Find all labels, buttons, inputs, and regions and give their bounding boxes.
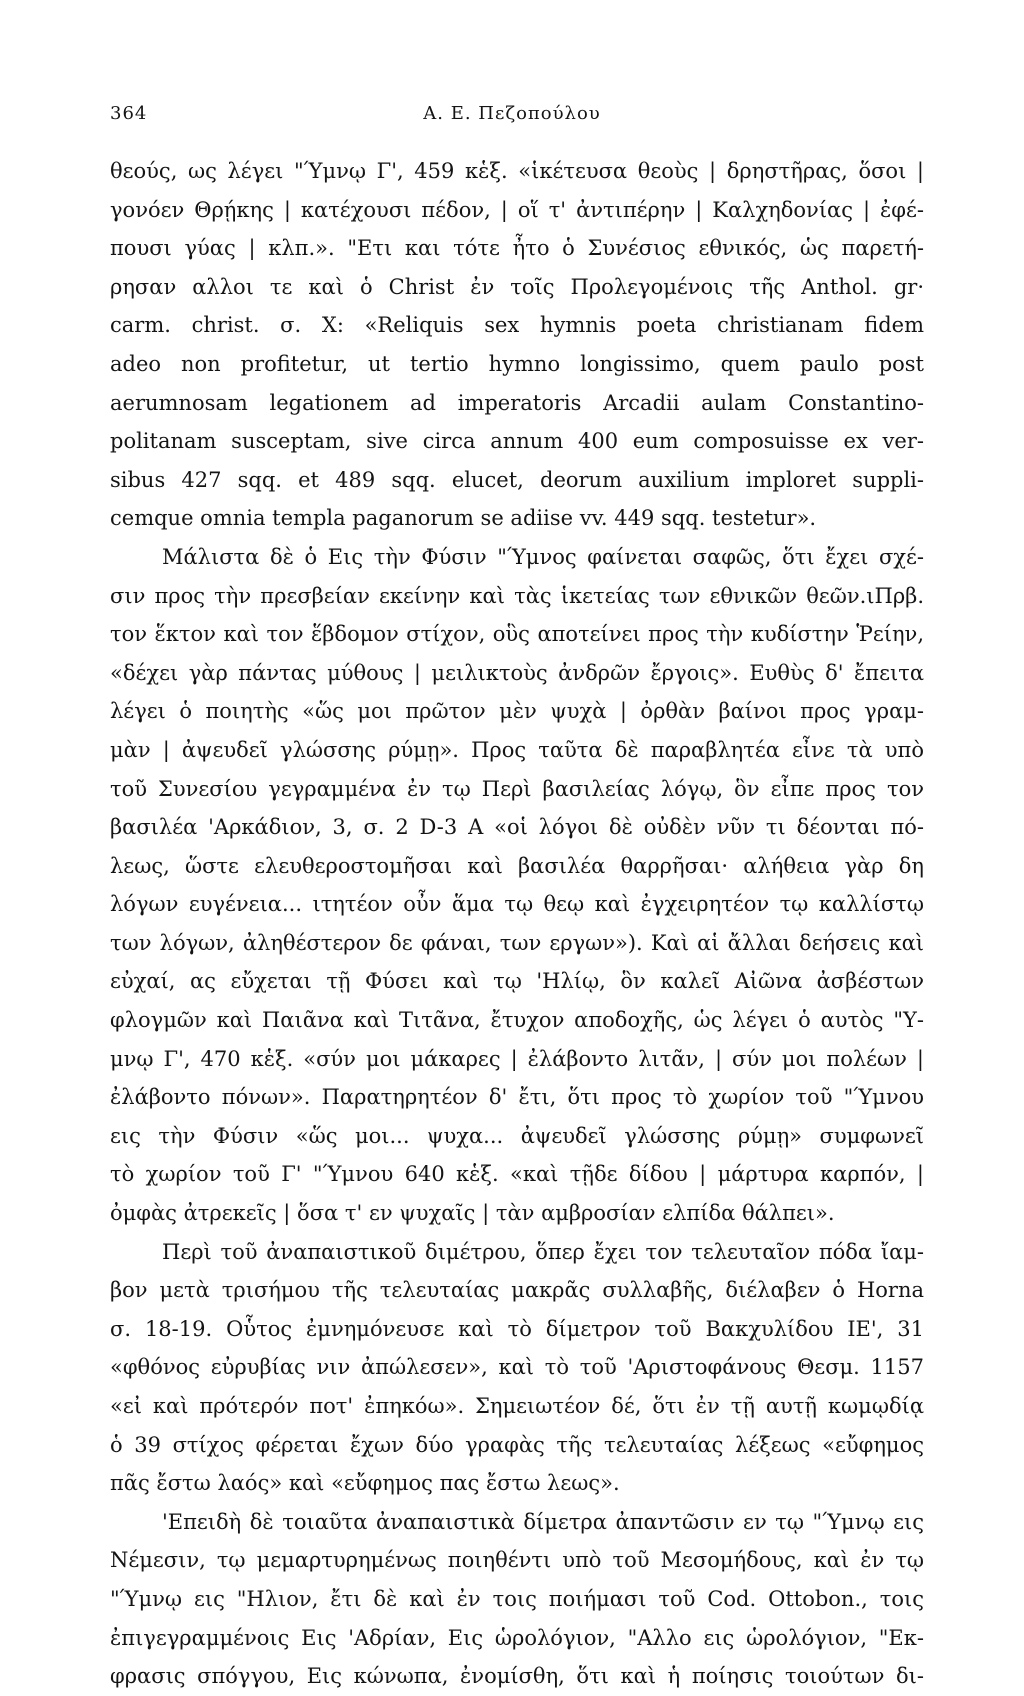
text-line: ὀμφὰς ἀτρεκεῖς | ὅσα τ' εν ψυχαῖς | τὰν αμβροσίαν ελπίδα θάλπει». xyxy=(110,1201,835,1226)
text-line: "Ύμνῳ εις "Ηλιον, ἔτι δὲ καὶ ἐν τοις ποιήμασι τοῦ Cod. Ottobon., τοις xyxy=(110,1586,924,1611)
text-line: adeo non profitetur, ut tertio hymno longissimo, quem paulo post xyxy=(110,351,924,376)
page-header xyxy=(110,103,914,133)
running-head: Α. Ε. Πεζοπούλου xyxy=(423,103,601,124)
text-line: λέγει ὁ ποιητὴς «ὥς μοι πρῶτον μὲν ψυχὰ | ὀρθὰν βαίνοι προς γραμ- xyxy=(110,699,924,724)
text-line: γονόεν Θρῄκης | κατέχουσι πέδον, | οἵ τ' ἀντιπέρην | Καλχηδονίας | ἐφέ- xyxy=(110,197,924,222)
text-line: «δέχει γὰρ πάντας μύθους | μειλικτοὺς ἀνδρῶν ἔργοις». Ευθὺς δ' ἔπειτα xyxy=(110,660,924,685)
text-line: ἐλάβοντο πόνων». Παρατηρητέον δ' ἔτι, ὅτι προς τὸ χωρίον τοῦ "Ύμνου xyxy=(110,1085,924,1110)
text-line: βασιλέα 'Αρκάδιον, 3, σ. 2 D-3 A «οἱ λόγοι δὲ οὐδὲν νῦν τι δέονται πό- xyxy=(110,815,924,840)
text-line: σ. 18-19. Οὗτος ἐμνημόνευσε καὶ τὸ δίμετρον τοῦ Βακχυλίδου ΙΕ', 31 xyxy=(110,1316,924,1341)
text-line: μνῳ Γ', 470 κἑξ. «σύν μοι μάκαρες | ἐλάβοντο λιτᾶν, | σύν μοι πολέων | xyxy=(110,1046,924,1071)
text-line: πουσι γύας | κλπ.». "Ετι και τότε ἦτο ὁ Συνέσιος εθνικός, ὡς παρετή- xyxy=(110,236,924,261)
text-line: των λόγων, ἀληθέστερον δε φάναι, των εργων»). Καὶ αἱ ἄλλαι δεήσεις καὶ xyxy=(110,930,924,955)
body-text xyxy=(110,152,924,1696)
text-line: λόγων ευγένεια... ιτητέον οὖν ἅμα τῳ θεῳ καὶ ἐγχειρητέον τῳ καλλίστῳ xyxy=(110,892,924,917)
text-line: φλογμῶν καὶ Παιᾶνα καὶ Τιτᾶνα, ἔτυχον αποδοχῆς, ὡς λέγει ὁ αυτὸς "Υ- xyxy=(110,1008,924,1033)
text-line: τὸ χωρίον τοῦ Γ' "Ύμνου 640 κἑξ. «καὶ τῇδε δίδου | μάρτυρα καρπόν, | xyxy=(110,1162,924,1187)
text-line: cemque omnia templa paganorum se adiise vv. 449 sqq. testetur». xyxy=(110,506,817,531)
text-line: «φθόνος εὐρυβίας νιν ἀπώλεσεν», καὶ τὸ τοῦ 'Αριστοφάνους Θεσμ. 1157 xyxy=(110,1355,924,1380)
text-line: φρασις σπόγγου, Εις κώνωπα, ἐνομίσθη, ὅτι καὶ ἡ ποίησις τοιούτων δι- xyxy=(110,1664,924,1689)
text-line: βον μετὰ τρισήμου τῆς τελευταίας μακρᾶς συλλαβῆς, διέλαβεν ὁ Horna xyxy=(110,1278,924,1303)
text-line: carm. christ. σ. X: «Reliquis sex hymnis poeta christianam fidem xyxy=(110,313,924,338)
text-line: Περὶ τοῦ ἀναπαιστικοῦ διμέτρου, ὅπερ ἔχει τον τελευταῖον πόδα ἴαμ- xyxy=(162,1239,924,1264)
text-line: λεως, ὥστε ελευθεροστομῆσαι καὶ βασιλέα θαρρῆσαι· αλήθεια γὰρ δη xyxy=(110,853,924,878)
page-number: 364 xyxy=(110,103,148,124)
text-line: τον ἕκτον καὶ τον ἕβδομον στίχον, οὓς αποτείνει προς τὴν κυδίστην Ῥείην, xyxy=(110,622,924,647)
text-line: σιν προς τὴν πρεσβείαν εκείνην καὶ τὰς ἱκετείας των εθνικῶν θεῶν.ιΠρβ. xyxy=(110,583,924,608)
text-line: ἐπιγεγραμμένοις Εις 'Αδρίαν, Εις ὡρολόγιον, "Αλλο εις ὡρολόγιον, "Εκ- xyxy=(110,1625,924,1650)
text-line: sibus 427 sqq. et 489 sqq. elucet, deorum auxilium imploret suppli- xyxy=(110,467,924,492)
text-line: «εἰ καὶ πρότερόν ποτ' ἐπηκόω». Σημειωτέον δέ, ὅτι ἐν τῇ αυτῇ κωμῳδίᾳ xyxy=(110,1394,924,1418)
text-line: εὐχαί, ας εὔχεται τῇ Φύσει καὶ τῳ 'Ηλίῳ, ὃν καλεῖ Αἰῶνα ἀσβέστων xyxy=(110,969,924,994)
text-line: Μάλιστα δὲ ὁ Εις τὴν Φύσιν "Ύμνος φαίνεται σαφῶς, ὅτι ἔχει σχέ- xyxy=(162,544,924,569)
text-line: aerumnosam legationem ad imperatoris Arcadii aulam Constantino- xyxy=(110,390,924,415)
text-line: Νέμεσιν, τῳ μεμαρτυρημένως ποιηθέντι υπὸ τοῦ Μεσομήδους, καὶ ἐν τῳ xyxy=(110,1548,924,1573)
text-line: τοῦ Συνεσίου γεγραμμένα ἐν τῳ Περὶ βασιλείας λόγῳ, ὃν εἶπε προς τον xyxy=(110,776,924,801)
text-line: ρησαν αλλοι τε καὶ ὁ Christ ἐν τοῖς Προλεγομένοις τῆς Anthol. gr· xyxy=(110,274,924,299)
text-line: εις τὴν Φύσιν «ὥς μοι... ψυχα... ἀψευδεῖ γλώσσης ρύμῃ» συμφωνεῖ xyxy=(110,1123,924,1148)
text-line: 'Επειδὴ δὲ τοιαῦτα ἀναπαιστικὰ δίμετρα ἀπαντῶσιν εν τῳ "Ύμνῳ εις xyxy=(162,1509,924,1534)
text-line: μὰν | ἀψευδεῖ γλώσσης ρύμῃ». Προς ταῦτα δὲ παραβλητέα εἶνε τὰ υπὸ xyxy=(110,737,924,762)
text-line: πᾶς ἔστω λαός» καὶ «εὔφημος πας ἔστω λεως». xyxy=(110,1471,620,1496)
text-line: θεούς, ως λέγει "Ύμνῳ Γ', 459 κἑξ. «ἱκέτευσα θεοὺς | δρηστῆρας, ὅσοι | xyxy=(110,159,924,183)
text-line: politanam susceptam, sive circa annum 400 eum composuisse ex ver- xyxy=(110,429,924,454)
text-line: ὁ 39 στίχος φέρεται ἔχων δύο γραφὰς τῆς τελευταίας λέξεως «εὔφημος xyxy=(110,1432,924,1457)
